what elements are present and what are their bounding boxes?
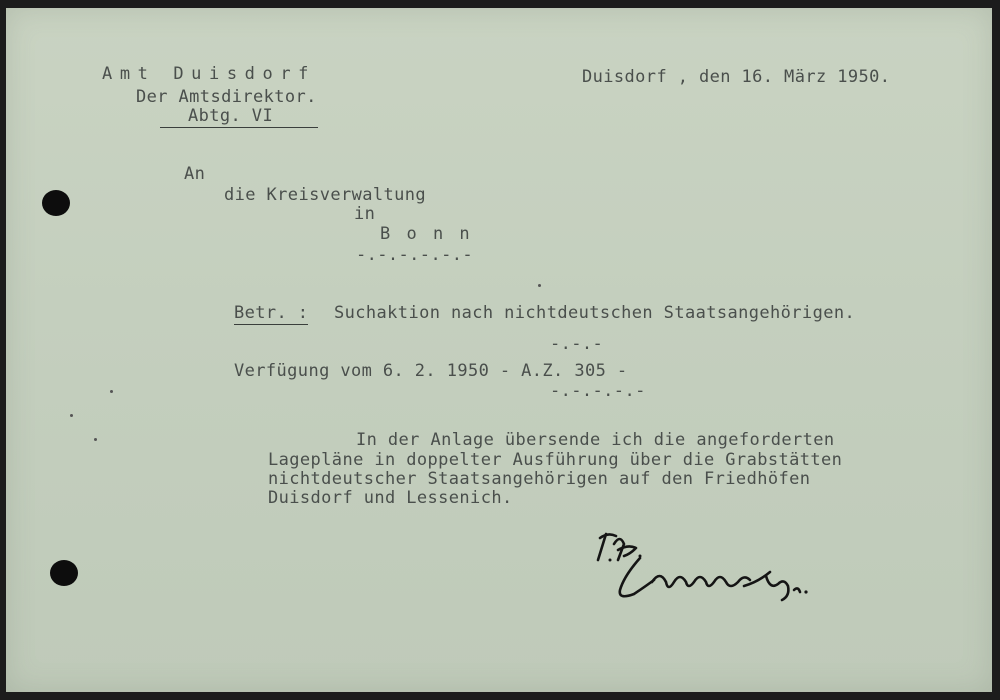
reference-divider: -.-.-.-.-: [550, 381, 646, 401]
handwritten-signature: [594, 520, 834, 616]
punch-hole-top: [42, 190, 70, 216]
recipient-name: die Kreisverwaltung: [224, 185, 427, 205]
letterhead-official: Der Amtsdirektor.: [136, 87, 317, 107]
dateline: Duisdorf , den 16. März 1950.: [582, 67, 891, 87]
recipient-divider: -.-.-.-.-.-: [356, 245, 473, 265]
subject-divider: -.-.-: [550, 334, 604, 354]
subject-text: Suchaktion nach nichtdeutschen Staatsangehörigen.: [334, 303, 856, 323]
recipient-in: in: [354, 204, 376, 224]
letterhead-department: Abtg. VI: [160, 106, 318, 128]
subject-label: Betr. :: [234, 303, 309, 323]
body-line-4: Duisdorf und Lessenich.: [268, 488, 513, 508]
paper-speck: [94, 438, 97, 441]
letter-page: [6, 8, 992, 692]
letterhead-office: Amt Duisdorf: [102, 64, 317, 84]
punch-hole-bottom: [50, 560, 78, 586]
paper-speck: [110, 390, 113, 393]
body-line-1: In der Anlage übersende ich die angeforderten: [356, 430, 835, 450]
paper-speck: [538, 284, 541, 287]
paper-speck: [70, 414, 73, 417]
recipient-city: B o n n: [380, 224, 473, 244]
body-line-3: nichtdeutscher Staatsangehörigen auf den Friedhöfen: [268, 469, 811, 489]
body-line-2: Lagepläne in doppelter Ausführung über die Grabstätten: [268, 450, 843, 470]
reference-text: Verfügung vom 6. 2. 1950 - A.Z. 305 -: [234, 361, 628, 381]
recipient-to: An: [184, 164, 206, 184]
